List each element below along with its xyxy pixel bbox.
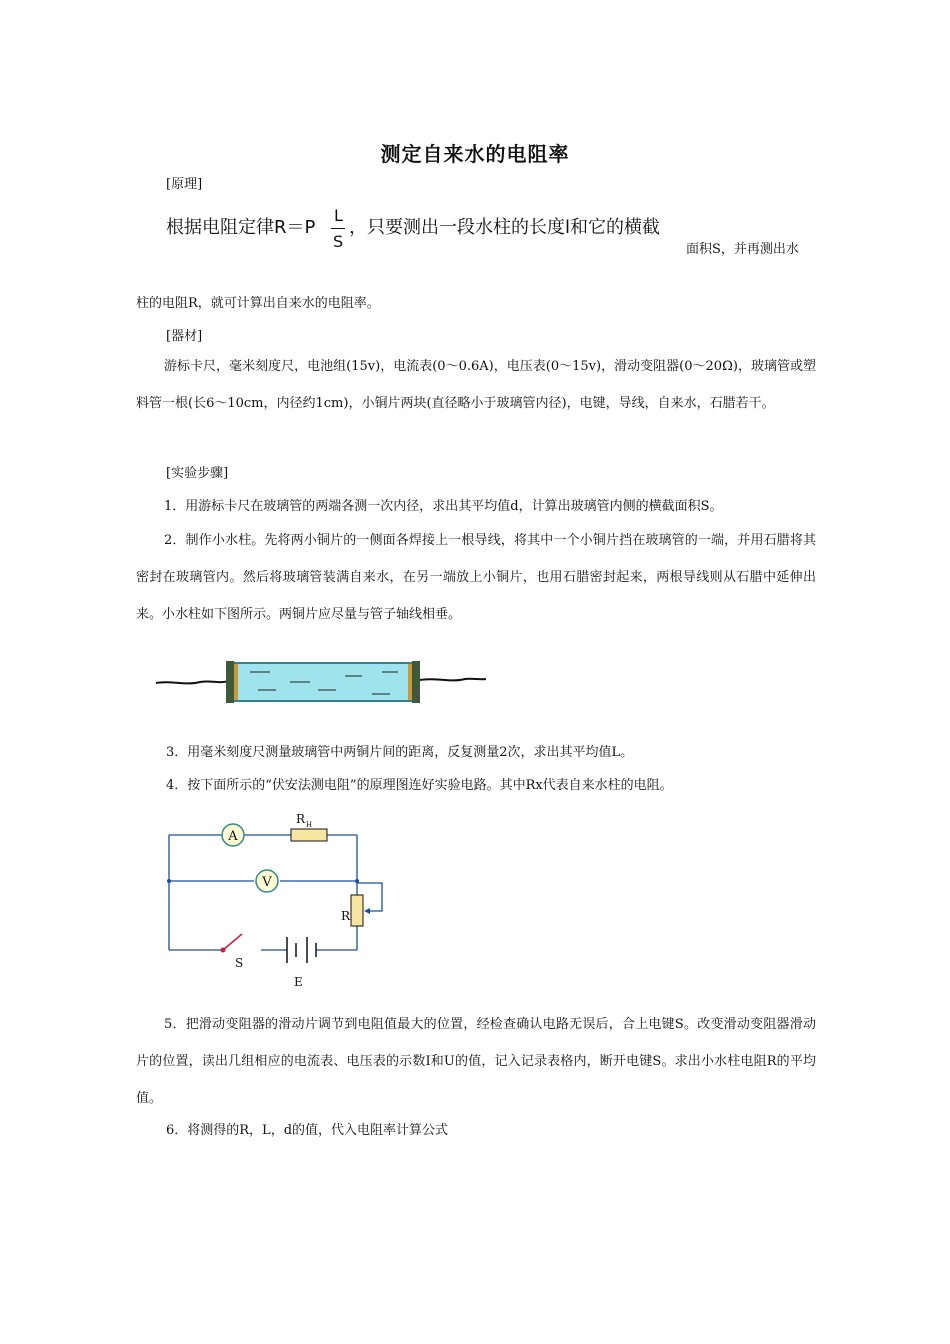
rheostat-label: R — [341, 909, 351, 923]
right-copper-plate — [408, 664, 412, 700]
circuit-diagram — [156, 810, 396, 995]
page-title: 测定自来水的电阻率 — [380, 142, 570, 166]
step-5: 5．把滑动变阻器的滑动片调节到电阻值最大的位置，经检查确认电路无误后，合上电键S。改变滑动变阻器滑动片的位置，读出几组相应的电流表、电压表的示数I和U的值，记入记录表格内，断开电键S。求出小水柱电阻R的平均值。 — [136, 1017, 816, 1106]
junction-right — [355, 879, 359, 883]
step-3: 3．用毫米刻度尺测量玻璃管中两铜片间的距离，反复测量2次，求出其平均值L。 — [166, 745, 634, 760]
principle-line2: 柱的电阻R，就可计算出自来水的电阻率。 — [136, 296, 380, 311]
principle-formula-prefix: 根据电阻定律R＝P — [166, 217, 316, 238]
left-copper-plate — [234, 664, 238, 700]
switch-label: S — [235, 956, 244, 970]
steps-heading: [实验步骤] — [166, 466, 229, 481]
slider-arrow — [364, 908, 370, 914]
principle-formula-suffix: ，只要测出一段水柱的长度l和它的横截 — [349, 217, 660, 238]
right-lead-wire — [420, 679, 486, 681]
rheostat — [351, 895, 363, 926]
right-wax-plug — [412, 661, 420, 703]
formula-denominator: S — [333, 232, 344, 251]
switch-blade — [223, 934, 242, 950]
junction-left — [167, 879, 171, 883]
rx-resistor — [291, 829, 327, 841]
equipment-heading: [器材] — [166, 329, 203, 344]
step-1: 1．用游标卡尺在玻璃管的两端各测一次内径，求出其平均值d，计算出玻璃管内侧的横截面积S。 — [164, 499, 723, 514]
principle-heading: [原理] — [166, 177, 203, 192]
left-wax-plug — [226, 661, 234, 703]
fraction-bar — [331, 228, 345, 229]
battery-label: E — [294, 975, 303, 989]
step-2: 2．制作小水柱。先将两小铜片的一侧面各焊接上一根导线，将其中一个小铜片挡在玻璃管的一端，并用石腊将其密封在玻璃管内。然后将玻璃管装满自来水，在另一端放上小铜片，也用石腊密封起来，两根导线则从石腊中延伸出来。小水柱如下图所示。两铜片应尽量与管子轴线相垂。 — [136, 533, 816, 622]
water-column-figure — [150, 650, 490, 712]
principle-line1-tail: 面积S，并再测出水 — [686, 242, 799, 257]
rx-label: R — [296, 812, 306, 826]
step-6: 6．将测得的R，L，d的值，代入电阻率计算公式 — [166, 1123, 449, 1138]
circuit-wires — [169, 835, 382, 950]
left-lead-wire — [156, 681, 228, 683]
glass-tube — [230, 663, 416, 701]
formula-numerator: L — [334, 206, 343, 225]
rx-subscript: H — [306, 821, 313, 829]
step-4: 4．按下面所示的“伏安法测电阻”的原理图连好实验电路。其中Rx代表自来水柱的电阻。 — [166, 778, 673, 793]
voltmeter-label: V — [262, 875, 272, 890]
equipment-text: 游标卡尺，毫米刻度尺，电池组(15v)，电流表(0～0.6A)，电压表(0～15v)，滑动变阻器(0～20Ω)，玻璃管或塑料管一根(长6～10cm，内径约1cm)，小铜片两块(直径略小于玻璃管内径)，电键，导线，自来水，石腊若干。 — [136, 359, 816, 411]
ammeter-label: A — [228, 829, 238, 844]
